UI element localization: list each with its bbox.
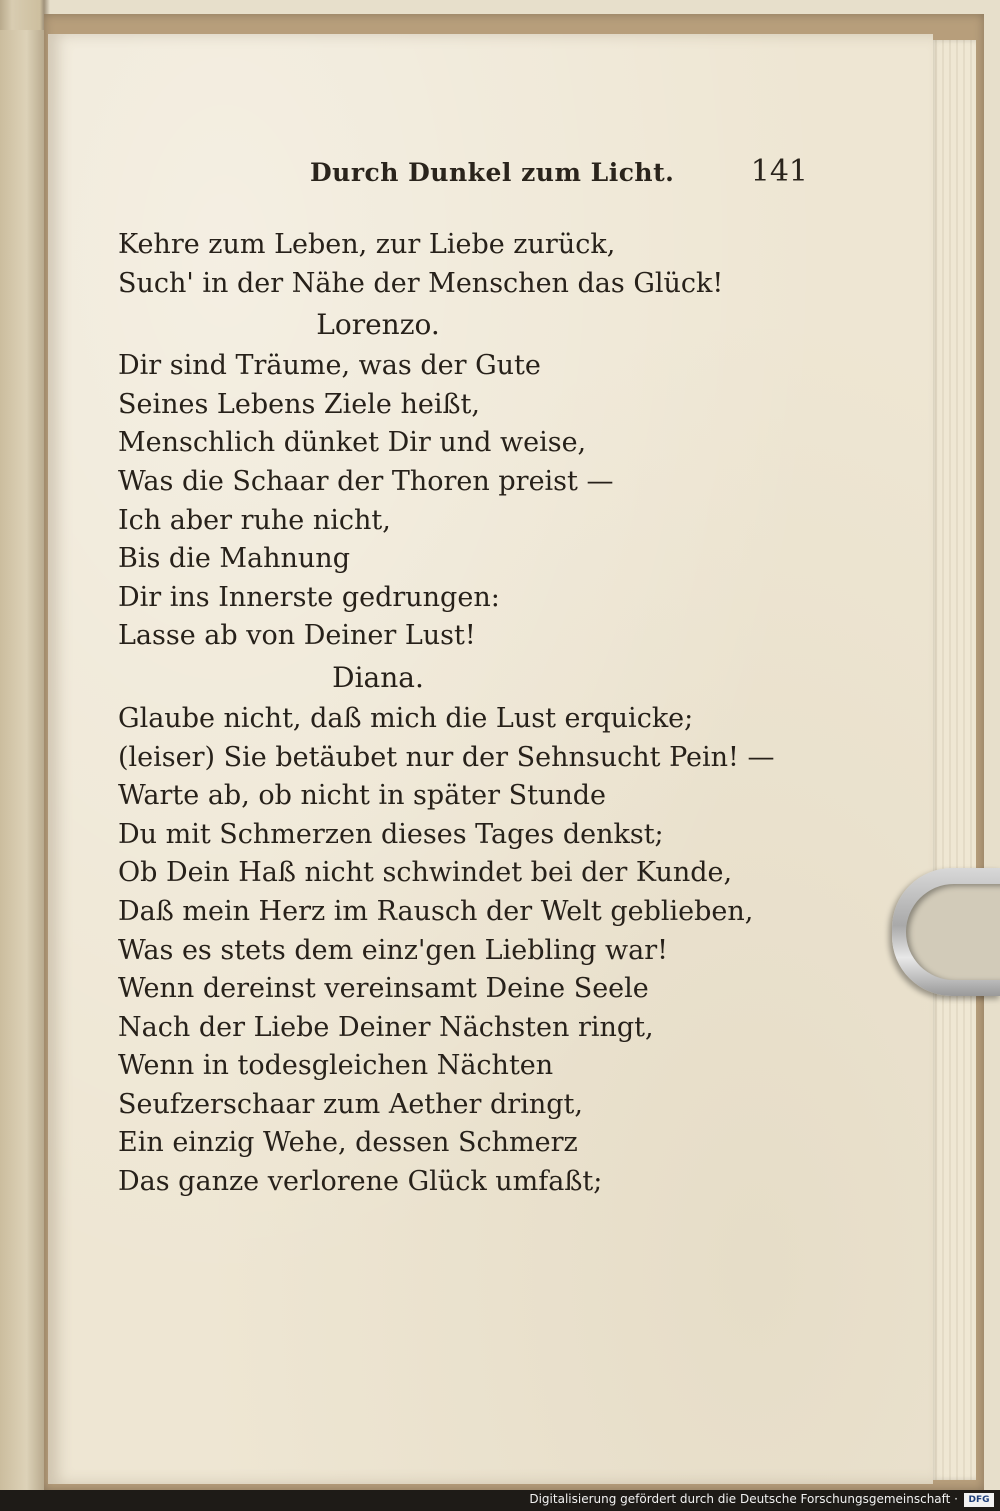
verse-line: Seines Lebens Ziele heißt, [118, 388, 480, 420]
verse-line: Wenn in todesgleichen Nächten [118, 1050, 554, 1082]
verse-line: Daß mein Herz im Rausch der Welt geblieben, [118, 895, 754, 927]
digitization-footer [0, 1490, 1000, 1511]
page-clip [892, 868, 1000, 996]
speaker-heading-diana: Diana. [332, 660, 424, 694]
verse-line: Such' in der Nähe der Menschen das Glück! [118, 267, 724, 299]
page-number: 141 [750, 154, 808, 189]
running-title: Durch Dunkel zum Licht. [310, 158, 675, 187]
verse-line: Ein einzig Wehe, dessen Schmerz [118, 1127, 578, 1159]
verse-line: Was die Schaar der Thoren preist — [118, 465, 614, 497]
verse-line: Was es stets dem einz'gen Liebling war! [118, 934, 668, 966]
verse-line: Kehre zum Leben, zur Liebe zurück, [118, 229, 616, 260]
verse-line: Wenn dereinst vereinsamt Deine Seele [118, 973, 649, 1005]
verse-line: Glaube nicht, daß mich die Lust erquicke; [118, 702, 694, 734]
verse-line: Lasse ab von Deiner Lust! [118, 620, 476, 652]
verse-line: Bis die Mahnung [118, 543, 350, 575]
verse-line: Das ganze verlorene Glück umfaßt; [118, 1166, 603, 1198]
verse-line: (leiser) Sie betäubet nur der Sehnsucht Pein! — [118, 741, 775, 773]
verse-line: Ob Dein Haß nicht schwindet bei der Kunde, [118, 857, 733, 889]
verse-line: Dir ins Innerste gedrungen: [118, 581, 500, 613]
dfg-logo-badge: DFG [964, 1493, 994, 1507]
page-stack-edge [930, 40, 976, 1480]
verse-line: Nach der Liebe Deiner Nächsten ringt, [118, 1011, 654, 1043]
page-header [118, 152, 808, 196]
verse-line: Ich aber ruhe nicht, [118, 504, 391, 536]
verse-line: Dir sind Träume, was der Gute [118, 350, 541, 382]
verse-line: Du mit Schmerzen dieses Tages denkst; [118, 818, 664, 850]
funding-credit: Digitalisierung gefördert durch die Deutsche Forschungsgemeinschaft · [529, 1492, 958, 1506]
verse-line: Menschlich dünket Dir und weise, [118, 427, 587, 459]
left-page-edge [0, 30, 44, 1490]
verse-line: Seufzerschaar zum Aether dringt, [118, 1088, 583, 1120]
verse-line: Warte ab, ob nicht in später Stunde [118, 780, 607, 812]
poem-text [118, 226, 818, 1202]
speaker-heading-lorenzo: Lorenzo. [316, 308, 440, 342]
